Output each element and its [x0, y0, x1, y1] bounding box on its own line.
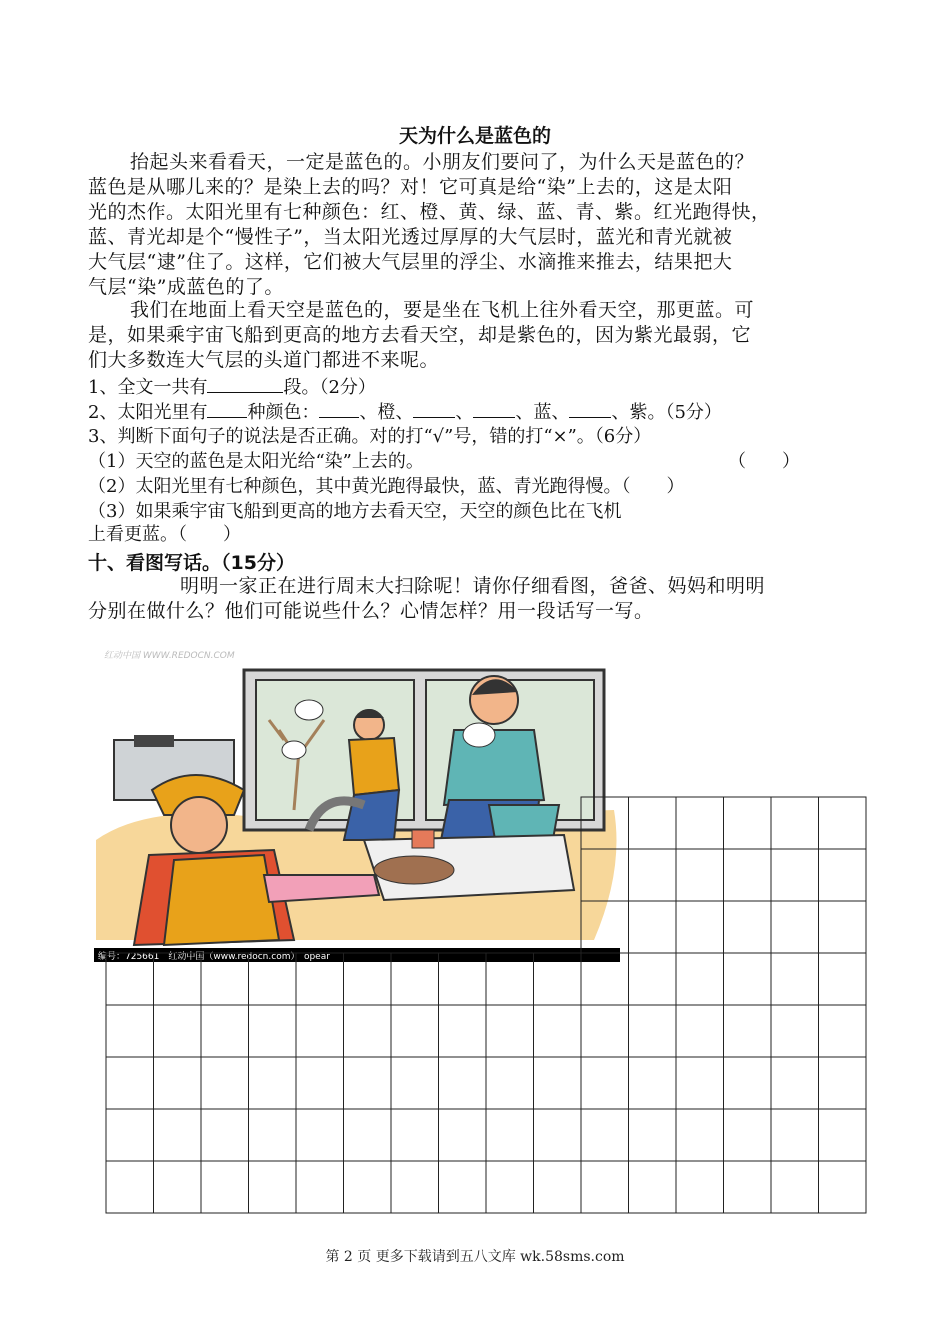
grid-cell[interactable]	[724, 901, 772, 953]
grid-cell[interactable]	[344, 1109, 392, 1161]
judgement-1: （1）天空的蓝色是太阳光给“染”上去的。 （ ）	[88, 451, 800, 472]
question-3: 3、判断下面句子的说法是否正确。对的打“√”号，错的打“×”。（6分）	[88, 426, 652, 447]
grid-cell[interactable]	[676, 1161, 724, 1213]
grid-cell[interactable]	[819, 849, 867, 901]
text-line: 是，如果乘宇宙飞船到更高的地方去看天空，却是紫色的，因为紫光最弱，它	[88, 324, 752, 346]
grid-cell[interactable]	[819, 1057, 867, 1109]
grid-cell[interactable]	[676, 953, 724, 1005]
writing-grid[interactable]	[105, 796, 867, 1214]
grid-cell[interactable]	[771, 953, 819, 1005]
page-footer: 第 2 页 更多下载请到五八文库 wk.58sms.com	[325, 1249, 625, 1265]
grid-cell[interactable]	[581, 1161, 629, 1213]
grid-cell[interactable]	[629, 849, 677, 901]
grid-cell[interactable]	[771, 1109, 819, 1161]
grid-cell[interactable]	[724, 1005, 772, 1057]
grid-cell[interactable]	[296, 1161, 344, 1213]
question-1: 1、全文一共有 段。（2分）	[88, 374, 878, 400]
grid-cell[interactable]	[344, 953, 392, 1005]
grid-cell[interactable]	[629, 1161, 677, 1213]
text-line: 蓝、青光却是个“慢性子”，当太阳光透过厚厚的大气层时，蓝光和青光就被	[88, 226, 733, 248]
text-line: 分别在做什么？他们可能说些什么？心情怎样？用一段话写一写。	[88, 600, 654, 622]
article-title: 天为什么是蓝色的	[398, 125, 551, 147]
cleaning-cloth-icon	[463, 723, 495, 747]
grid-cell[interactable]	[486, 1161, 534, 1213]
grid-cell[interactable]	[534, 1057, 582, 1109]
grid-cell[interactable]	[581, 849, 629, 901]
grid-cell[interactable]	[676, 849, 724, 901]
grid-cell[interactable]	[344, 1161, 392, 1213]
grid-cell[interactable]	[771, 1005, 819, 1057]
judgement-2: （2）太阳光里有七种颜色，其中黄光跑得最快，蓝、青光跑得慢。（ ）	[88, 476, 685, 497]
article-paragraph-2	[88, 298, 878, 373]
cleaning-cloth-icon	[282, 741, 306, 759]
grid-cell[interactable]	[344, 1057, 392, 1109]
grid-cell[interactable]	[344, 1005, 392, 1057]
grid-cell[interactable]	[629, 953, 677, 1005]
answer-blank[interactable]	[473, 399, 515, 418]
grid-cell[interactable]	[629, 797, 677, 849]
grid-cell[interactable]	[724, 1057, 772, 1109]
grid-cell[interactable]	[439, 1109, 487, 1161]
grid-cell[interactable]	[154, 1005, 202, 1057]
grid-cell[interactable]	[534, 1109, 582, 1161]
text-line: 大气层“逮”住了。这样，它们被大气层里的浮尘、水滴推来推去，结果把大	[88, 251, 733, 273]
grid-cell[interactable]	[391, 1109, 439, 1161]
grid-cell[interactable]	[629, 1109, 677, 1161]
answer-blank[interactable]	[207, 374, 283, 393]
grid-cell[interactable]	[771, 1161, 819, 1213]
grid-cell[interactable]	[581, 1057, 629, 1109]
grid-cell[interactable]	[486, 1005, 534, 1057]
grid-cell[interactable]	[296, 953, 344, 1005]
question-2: 2、太阳光里有 种颜色： 、橙、 、 、蓝、 、紫。（5分）	[88, 399, 878, 425]
grid-cell[interactable]	[106, 1109, 154, 1161]
grid-cell[interactable]	[439, 953, 487, 1005]
grid-cell[interactable]	[676, 1109, 724, 1161]
text-line: 们大多数连大气层的头道门都进不来呢。	[88, 349, 440, 371]
grid-cell[interactable]	[676, 1057, 724, 1109]
grid-cell[interactable]	[391, 953, 439, 1005]
grid-cell[interactable]	[629, 901, 677, 953]
grid-cell[interactable]	[201, 1057, 249, 1109]
grid-cell[interactable]	[154, 1161, 202, 1213]
grid-cell[interactable]	[676, 1005, 724, 1057]
text-line: 我们在地面上看天空是蓝色的，要是坐在飞机上往外看天空，那更蓝。可	[130, 299, 755, 321]
answer-paren[interactable]: （ ）	[728, 451, 800, 472]
grid-cell[interactable]	[819, 953, 867, 1005]
grid-cell[interactable]	[249, 953, 297, 1005]
answer-blank[interactable]	[569, 399, 611, 418]
grid-cell[interactable]	[486, 1057, 534, 1109]
grid-cell[interactable]	[486, 1109, 534, 1161]
grid-cell[interactable]	[581, 901, 629, 953]
grid-cell[interactable]	[106, 1161, 154, 1213]
writing-prompt	[88, 574, 878, 624]
grid-cell[interactable]	[201, 1005, 249, 1057]
text-line: 明明一家正在进行周末大扫除呢！请你仔细看图，爸爸、妈妈和明明	[180, 575, 766, 597]
grid-cell[interactable]	[201, 1161, 249, 1213]
grid-cell[interactable]	[106, 953, 154, 1005]
boy-shirt	[349, 738, 399, 795]
text-line: 气层“染”成蓝色的了。	[88, 276, 284, 298]
grid-cell[interactable]	[534, 1005, 582, 1057]
grid-cell[interactable]	[724, 1161, 772, 1213]
grid-cell[interactable]	[771, 849, 819, 901]
grid-cell[interactable]	[154, 1057, 202, 1109]
grid-cell[interactable]	[296, 1109, 344, 1161]
grid-cell[interactable]	[629, 1005, 677, 1057]
section-heading: 十、看图写话。（15分）	[88, 552, 295, 574]
grid-cell[interactable]	[154, 953, 202, 1005]
dad-shirt	[444, 730, 544, 805]
grid-cell[interactable]	[154, 1109, 202, 1161]
grid-cell[interactable]	[249, 1057, 297, 1109]
grid-cell[interactable]	[201, 953, 249, 1005]
grid-cell[interactable]	[201, 1109, 249, 1161]
grid-cell[interactable]	[819, 797, 867, 849]
grid-cell[interactable]	[724, 797, 772, 849]
grid-cell[interactable]	[439, 1005, 487, 1057]
grid-cell[interactable]	[249, 1109, 297, 1161]
pot-icon	[134, 735, 174, 747]
grid-cell[interactable]	[771, 797, 819, 849]
grid-cell[interactable]	[819, 1005, 867, 1057]
answer-blank[interactable]	[207, 399, 247, 418]
grid-cell[interactable]	[819, 1109, 867, 1161]
judgement-3-line-2: 上看更蓝。（ ）	[88, 524, 241, 545]
grid-cell[interactable]	[391, 1161, 439, 1213]
watermark-text: 红动中国 WWW.REDOCN.COM	[104, 651, 235, 661]
grid-cell[interactable]	[629, 1057, 677, 1109]
grid-cell[interactable]	[391, 1057, 439, 1109]
grid-cell[interactable]	[724, 849, 772, 901]
cleaning-cloth-icon	[295, 700, 323, 720]
judgement-3-line-1: （3）如果乘宇宙飞船到更高的地方去看天空，天空的颜色比在飞机	[88, 501, 622, 522]
text-line: 蓝色是从哪儿来的？是染上去的吗？对！它可真是给“染”上去的，这是太阳	[88, 176, 733, 198]
grid-cell[interactable]	[486, 953, 534, 1005]
grid-cell[interactable]	[439, 1057, 487, 1109]
answer-blank[interactable]	[319, 399, 359, 418]
grid-cell[interactable]	[676, 901, 724, 953]
grid-cell[interactable]	[771, 1057, 819, 1109]
grid-cell[interactable]	[819, 901, 867, 953]
grid-cell[interactable]	[296, 1057, 344, 1109]
grid-cell[interactable]	[676, 797, 724, 849]
grid-cell[interactable]	[439, 1161, 487, 1213]
grid-cell[interactable]	[106, 1057, 154, 1109]
answer-blank[interactable]	[413, 399, 455, 418]
caption-text: 编号：725661 红动中国（www.redocn.com） opear	[98, 952, 330, 962]
grid-cell[interactable]	[819, 1161, 867, 1213]
grid-cell[interactable]	[724, 953, 772, 1005]
grid-cell[interactable]	[249, 1161, 297, 1213]
grid-cell[interactable]	[106, 1005, 154, 1057]
grid-cell[interactable]	[581, 1109, 629, 1161]
grid-cell[interactable]	[724, 1109, 772, 1161]
grid-cell[interactable]	[534, 1161, 582, 1213]
grid-cell[interactable]	[296, 1005, 344, 1057]
grid-cell[interactable]	[581, 1005, 629, 1057]
grid-cell[interactable]	[534, 953, 582, 1005]
grid-cell[interactable]	[391, 1005, 439, 1057]
grid-cell[interactable]	[771, 901, 819, 953]
grid-cell[interactable]	[249, 1005, 297, 1057]
grid-cell[interactable]	[581, 953, 629, 1005]
text-line: 光的杰作。太阳光里有七种颜色：红、橙、黄、绿、蓝、青、紫。红光跑得快，	[88, 201, 771, 223]
article-paragraph-1	[88, 150, 878, 300]
text-line: 抬起头来看看天，一定是蓝色的。小朋友们要问了，为什么天是蓝色的？	[130, 151, 755, 173]
grid-cell[interactable]	[581, 797, 629, 849]
